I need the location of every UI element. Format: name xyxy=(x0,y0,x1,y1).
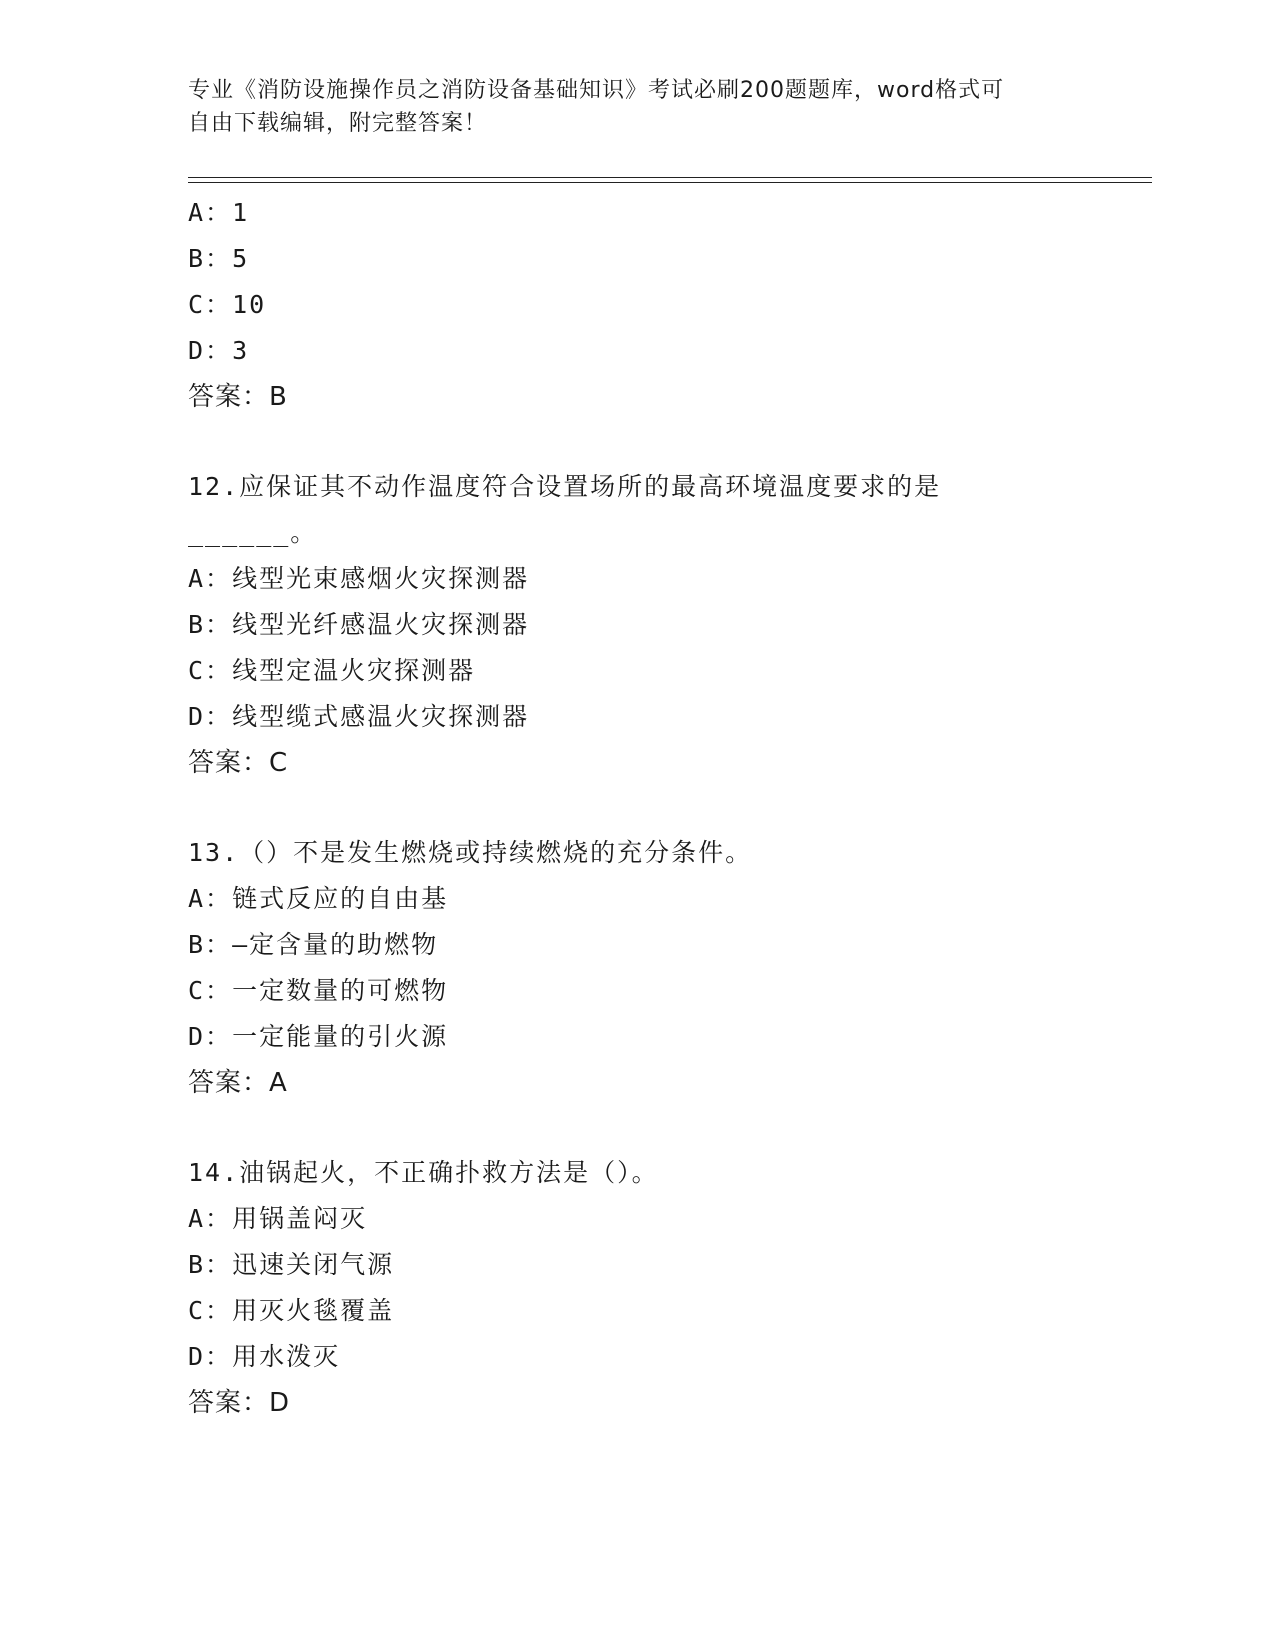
option-text: 线型缆式感温火灾探测器 xyxy=(232,702,530,731)
option-b xyxy=(188,602,1152,648)
question-stem: 13.（）不是发生燃烧或持续燃烧的充分条件。 xyxy=(188,838,753,867)
option-text: 一定能量的引火源 xyxy=(232,1022,449,1051)
option-text: 用灭火毯覆盖 xyxy=(232,1296,395,1325)
spacer xyxy=(188,786,1152,830)
option-text: 5 xyxy=(232,244,250,273)
option-a xyxy=(188,1196,1152,1242)
option-b xyxy=(188,236,1152,282)
question-stem: 14.油锅起火，不正确扑救方法是（）。 xyxy=(188,1158,659,1187)
option-d xyxy=(188,694,1152,740)
question-stem: 12.应保证其不动作温度符合设置场所的最高环境温度要求的是 xyxy=(188,472,942,501)
option-label: D： xyxy=(188,1342,233,1371)
option-label: A： xyxy=(188,564,233,593)
option-d xyxy=(188,328,1152,374)
question-list xyxy=(188,190,1152,1426)
header-divider-top xyxy=(188,177,1152,178)
option-label: C： xyxy=(188,656,233,685)
option-label: D： xyxy=(188,702,233,731)
option-c xyxy=(188,282,1152,328)
option-a xyxy=(188,190,1152,236)
option-c xyxy=(188,1288,1152,1334)
option-text: 3 xyxy=(232,336,250,365)
option-label: A： xyxy=(188,1204,233,1233)
header-divider-bottom xyxy=(188,182,1152,183)
option-text: 链式反应的自由基 xyxy=(232,884,449,913)
question-13 xyxy=(188,830,1152,1106)
option-a xyxy=(188,876,1152,922)
option-label: C： xyxy=(188,976,233,1005)
question-11-options xyxy=(188,190,1152,420)
option-d xyxy=(188,1334,1152,1380)
option-label: B： xyxy=(188,610,233,639)
option-label: A： xyxy=(188,198,233,227)
option-label: B： xyxy=(188,930,233,959)
option-label: A： xyxy=(188,884,233,913)
option-label: C： xyxy=(188,290,233,319)
option-label: D： xyxy=(188,1022,233,1051)
option-text: —定含量的助燃物 xyxy=(232,930,439,959)
option-label: D： xyxy=(188,336,233,365)
spacer xyxy=(188,420,1152,464)
answer-line: 答案：B xyxy=(188,382,288,412)
question-14 xyxy=(188,1150,1152,1426)
answer-line: 答案：C xyxy=(188,748,289,778)
option-a xyxy=(188,556,1152,602)
option-label: B： xyxy=(188,1250,233,1279)
header-line-1: 专业《消防设施操作员之消防设备基础知识》考试必刷200题题库，word格式可 xyxy=(188,78,1005,103)
option-text: 线型光纤感温火灾探测器 xyxy=(232,610,530,639)
option-text: 用水泼灭 xyxy=(232,1342,341,1371)
answer-line: 答案：D xyxy=(188,1388,291,1418)
option-label: C： xyxy=(188,1296,233,1325)
question-12 xyxy=(188,464,1152,786)
option-text: 线型定温火灾探测器 xyxy=(232,656,476,685)
header-line-2: 自由下载编辑，附完整答案！ xyxy=(188,111,488,136)
document-header xyxy=(188,74,1088,140)
spacer xyxy=(188,1106,1152,1150)
answer-line: 答案：A xyxy=(188,1068,288,1098)
option-b xyxy=(188,922,1152,968)
option-text: 线型光束感烟火灾探测器 xyxy=(232,564,530,593)
option-b xyxy=(188,1242,1152,1288)
option-label: B： xyxy=(188,244,233,273)
option-c xyxy=(188,648,1152,694)
option-text: 1 xyxy=(232,198,250,227)
option-text: 10 xyxy=(232,290,267,319)
option-text: 一定数量的可燃物 xyxy=(232,976,449,1005)
option-d xyxy=(188,1014,1152,1060)
question-stem-continuation: ______。 xyxy=(188,518,318,547)
option-text: 用锅盖闷灭 xyxy=(232,1204,368,1233)
option-c xyxy=(188,968,1152,1014)
option-text: 迅速关闭气源 xyxy=(232,1250,395,1279)
